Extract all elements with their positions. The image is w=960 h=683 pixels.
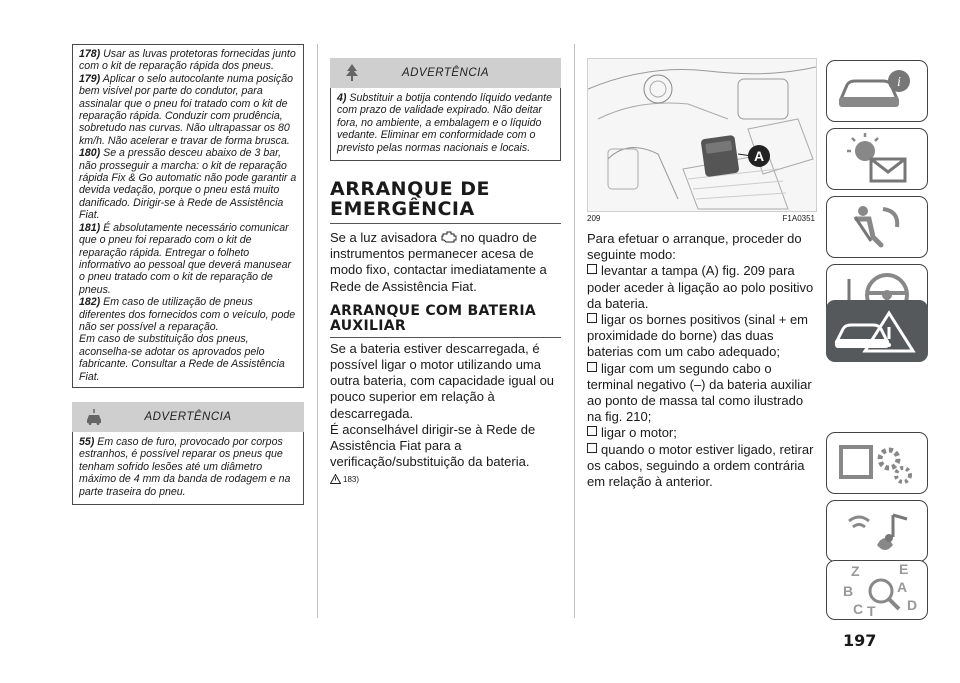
intro-paragraph: Se a luz avisadora no quadro de instrumentos permanecer acesa de modo fixo, contactar imediatamente a Rede de Assistência Fiat. xyxy=(330,230,547,294)
index-letter: D xyxy=(907,597,918,613)
figure-code: F1A0351 xyxy=(782,214,815,223)
index-letter: C xyxy=(853,601,864,617)
page-number: 197 xyxy=(843,631,877,650)
car-warning-icon xyxy=(84,407,104,427)
figure-callout-a: A xyxy=(748,145,770,167)
section-title: ARRANQUE DE EMERGÊNCIA xyxy=(330,178,490,221)
tab-warning-lights[interactable] xyxy=(826,128,928,190)
warning-triangle-icon xyxy=(330,474,341,484)
warning-title: ADVERTÊNCIA xyxy=(144,410,232,423)
engine-bay-illustration xyxy=(588,59,816,211)
tab-safety[interactable] xyxy=(826,196,928,258)
column-divider xyxy=(574,44,575,618)
right-column xyxy=(587,58,815,490)
tab-emergency[interactable] xyxy=(826,300,928,362)
paragraph-advice: É aconselhável dirigir-se à Rede de Assistência Fiat para a verificação/substituição da bateria. xyxy=(330,421,536,470)
title-rule xyxy=(330,223,561,224)
note-180: 180) Se a pressão desceu abaixo de 3 bar, não prosseguir a marcha: o kit de reparação rápida Fix & Go automatic não pode garantir a devida vedação, porque o pneu está muito danificado. Dirigir-se à Rede de Assistência Fiat. xyxy=(79,147,297,222)
step-item: ligar os bornes positivos (sinal + em proximidade do borne) das duas baterias com um cabo adequado; xyxy=(587,312,809,360)
notes-box xyxy=(72,44,304,388)
middle-column xyxy=(330,58,561,489)
note-181: 181) É absolutamente necessário comunicar que o pneu foi reparado com o kit de reparação rápida. Entregar o folheto informativo ao pessoal que deverá manusear o pneu tratado com o kit de reparação de pneus. xyxy=(79,221,291,296)
tree-environment-icon xyxy=(342,63,362,83)
tab-car-info[interactable] xyxy=(826,60,928,122)
safety-airbag-icon xyxy=(827,197,927,257)
emergency-car-icon xyxy=(827,301,927,361)
checkbox-bullet-icon xyxy=(587,362,597,372)
reference: 183) xyxy=(330,472,561,488)
column-divider xyxy=(317,44,318,618)
engine-warning-light-icon xyxy=(441,231,457,243)
step-item: quando o motor estiver ligado, retirar os cabos, seguindo a ordem contrária em relação à anterior. xyxy=(587,441,814,490)
left-column xyxy=(72,44,304,505)
paragraph-battery: Se a bateria estiver descarregada, é possível ligar o motor utilizando uma outra bateria, com capacidade igual ou pouco superior em relação à descarregada. xyxy=(330,340,555,421)
checkbox-bullet-icon xyxy=(587,264,597,274)
svg-text:i: i xyxy=(897,75,901,90)
note-178: 178) Usar as luvas protetoras fornecidas junto com o kit de reparação rápida dos pneus. xyxy=(79,48,296,73)
multimedia-icon xyxy=(827,501,927,561)
title-rule xyxy=(330,337,561,338)
index-letter: E xyxy=(899,561,909,577)
step-item: levantar a tampa (A) fig. 209 para poder aceder à ligação ao polo positivo da bateria. xyxy=(587,263,814,311)
note-182-extra: Em caso de substituição dos pneus, aconselha-se adotar os aprovados pelo fabricante. Consultar a Rede de Assistência Fiat. xyxy=(79,333,285,383)
figure-engine-bay xyxy=(587,58,817,212)
index-letter: Z xyxy=(851,563,860,579)
step-item: ligar o motor; xyxy=(587,425,815,441)
subsection-title: ARRANQUE COM BATERIA AUXILIAR xyxy=(330,302,536,334)
index-letter: A xyxy=(897,579,908,595)
tab-index[interactable] xyxy=(826,560,928,620)
note-179: 179) Aplicar o selo autocolante numa posição bem visível por parte do condutor, para assinalar que o pneu foi tratado com o kit de reparação rápida. Conduzir com prudência, sobretudo nas curvas. Não ultrapassar os 80 km/h. Não acelerar e travar de forma brusca. xyxy=(79,72,293,147)
figure-number: 209 xyxy=(587,214,601,223)
figure-caption xyxy=(587,214,815,223)
checkbox-bullet-icon xyxy=(587,426,597,436)
tab-multimedia[interactable] xyxy=(826,500,928,562)
note-182: 182) Em caso de utilização de pneus diferentes dos fornecidos com o veículo, pode não ser possível a reparação. xyxy=(79,296,296,333)
procedure-intro: Para efetuar o arranque, proceder do seguinte modo: xyxy=(587,231,802,263)
car-info-icon xyxy=(827,61,927,121)
warning-header xyxy=(330,58,561,88)
tab-maintenance[interactable] xyxy=(826,432,928,494)
index-letter: B xyxy=(843,583,854,599)
warning-body: 55) Em caso de furo, provocado por corpos estranhos, é possível reparar os pneus que tenham sofrido lesões até um diâmetro máximo de 4 mm da banda de rodagem e na parte traseira do pneu. xyxy=(72,432,304,505)
maintenance-gears-icon xyxy=(827,433,927,493)
warning-body: 4) Substituir a botija contendo líquido vedante com prazo de validade expirado. Não deitar fora, no ambiente, a embalagem e o líquido vedante. Eliminar em conformidade com o previsto pelas normas nacionais e locais. xyxy=(330,88,561,161)
warning-header xyxy=(72,402,304,432)
checkbox-bullet-icon xyxy=(587,443,597,453)
step-item: ligar com um segundo cabo o terminal negativo (–) da bateria auxiliar ao ponto de massa tal como ilustrado na fig. 210; xyxy=(587,360,812,425)
index-letter: T xyxy=(867,603,876,619)
checkbox-bullet-icon xyxy=(587,313,597,323)
warning-lights-icon xyxy=(827,129,927,189)
warning-title: ADVERTÊNCIA xyxy=(401,67,490,79)
